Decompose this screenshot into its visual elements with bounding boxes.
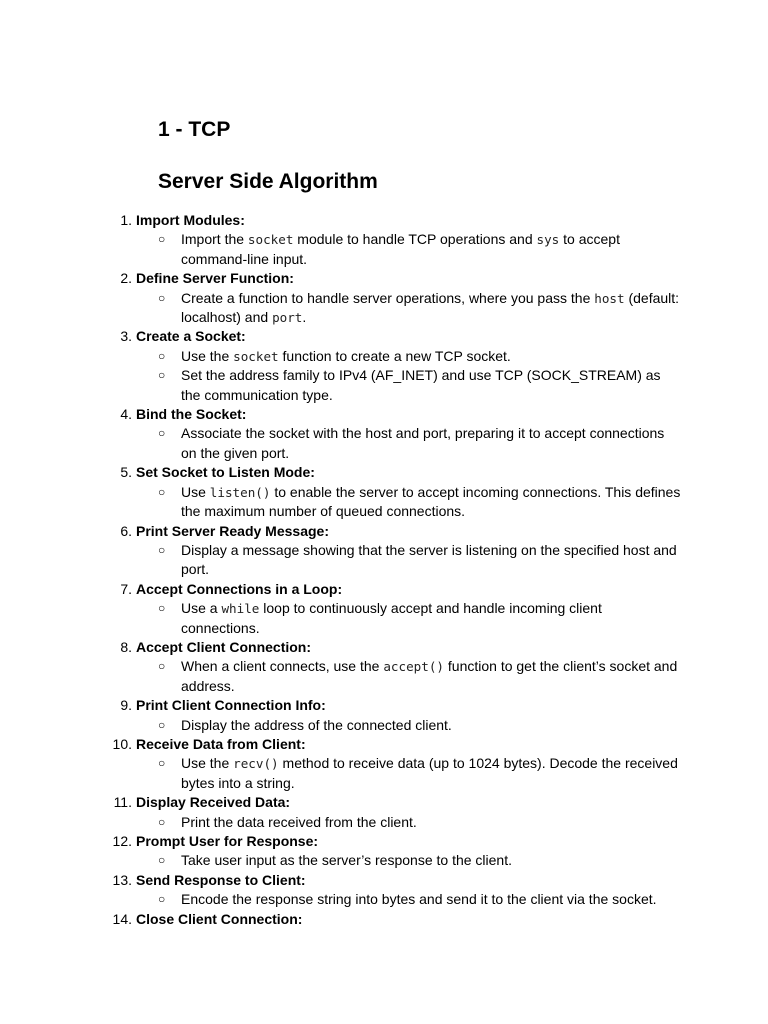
step-item	[0, 735, 768, 793]
detail-text: (default: localhost) and	[181, 289, 680, 326]
step-item	[0, 405, 768, 463]
step-item	[0, 211, 768, 269]
step-detail-list	[0, 483, 768, 522]
step-number: 6.	[120, 522, 132, 539]
step-item	[0, 463, 768, 521]
section-heading: 1 - TCP	[158, 118, 231, 141]
step-detail-list	[0, 754, 768, 793]
step-item	[0, 327, 768, 405]
step-detail-list	[0, 347, 768, 405]
detail-text: method to receive data (up to 1024 bytes). Decode the received bytes into a string.	[181, 755, 678, 791]
step-title: Print Server Ready Message:	[136, 522, 329, 539]
detail-text: to enable the server to accept incoming connections. This defines the maximum number of queued connections.	[181, 483, 681, 520]
step-title: Close Client Connection:	[136, 910, 303, 927]
step-title: Accept Client Connection:	[136, 638, 312, 655]
step-number: 2.	[120, 270, 132, 287]
step-title: Bind the Socket:	[136, 406, 247, 423]
hollow-circle-bullet-icon: ○	[158, 426, 166, 441]
detail-text: Use the	[181, 347, 234, 364]
step-title: Send Response to Client:	[136, 871, 306, 888]
step-detail-item	[158, 541, 681, 580]
algorithm-steps-list	[0, 211, 768, 929]
detail-text: Display the address of the connected client.	[181, 716, 452, 733]
step-title: Receive Data from Client:	[136, 735, 306, 752]
step-detail-list	[0, 890, 768, 909]
step-title: Define Server Function:	[136, 270, 294, 287]
hollow-circle-bullet-icon: ○	[158, 484, 166, 499]
step-item	[0, 793, 768, 832]
step-number: 12.	[112, 833, 132, 849]
step-number: 11.	[113, 794, 132, 811]
step-detail-item	[158, 230, 681, 269]
inline-code: recv()	[233, 756, 279, 772]
detail-text: function to get the client’s socket and address.	[181, 658, 678, 694]
step-detail-item	[158, 851, 681, 870]
step-detail-item	[158, 424, 681, 463]
hollow-circle-bullet-icon: ○	[158, 717, 166, 732]
step-number: 1.	[120, 212, 132, 228]
step-detail-list	[0, 541, 768, 580]
step-detail-list	[0, 289, 768, 328]
step-item	[0, 832, 768, 871]
step-detail-item	[158, 599, 681, 638]
inline-code: while	[221, 601, 260, 617]
inline-code: accept()	[383, 659, 445, 675]
hollow-circle-bullet-icon: ○	[158, 814, 166, 829]
hollow-circle-bullet-icon: ○	[158, 601, 166, 616]
step-detail-list	[0, 851, 768, 870]
step-item	[0, 871, 768, 910]
hollow-circle-bullet-icon: ○	[158, 542, 166, 557]
step-title: Accept Connections in a Loop:	[136, 580, 343, 597]
step-title: Import Modules:	[136, 212, 245, 228]
hollow-circle-bullet-icon: ○	[158, 232, 166, 247]
step-number: 4.	[120, 406, 132, 423]
hollow-circle-bullet-icon: ○	[158, 756, 166, 771]
hollow-circle-bullet-icon: ○	[158, 659, 166, 674]
step-detail-list	[0, 657, 768, 696]
inline-code: host	[594, 290, 625, 306]
inline-code: socket	[233, 348, 279, 364]
inline-code: listen()	[209, 484, 271, 500]
step-item	[0, 269, 768, 327]
step-title: Set Socket to Listen Mode:	[136, 464, 315, 481]
detail-text: Use the	[181, 755, 234, 772]
detail-text: to accept command-line input.	[181, 231, 620, 267]
detail-text: Display a message showing that the server is listening on the specified host and port.	[181, 541, 677, 578]
step-detail-list	[0, 716, 768, 735]
detail-text: Print the data received from the client.	[181, 813, 417, 830]
step-detail-list	[0, 813, 768, 832]
step-title: Print Client Connection Info:	[136, 697, 326, 714]
detail-text: Take user input as the server’s response to the client.	[181, 852, 512, 869]
detail-text: Associate the socket with the host and port, preparing it to accept connections on the given port.	[181, 425, 665, 461]
step-number: 10.	[112, 735, 132, 752]
step-item	[0, 522, 768, 580]
step-detail-list	[0, 599, 768, 638]
hollow-circle-bullet-icon: ○	[158, 368, 166, 383]
hollow-circle-bullet-icon: ○	[158, 348, 166, 363]
step-item	[0, 910, 768, 929]
step-number: 3.	[120, 328, 132, 345]
step-detail-item	[158, 754, 681, 793]
step-number: 14.	[112, 910, 132, 927]
step-detail-item	[158, 657, 681, 696]
detail-text: Encode the response string into bytes and send it to the client via the socket.	[181, 891, 657, 908]
step-detail-item	[158, 890, 681, 909]
hollow-circle-bullet-icon: ○	[158, 290, 166, 305]
step-number: 7.	[120, 580, 132, 597]
step-number: 9.	[120, 697, 132, 714]
step-item	[0, 638, 768, 696]
step-detail-list	[0, 230, 768, 269]
inline-code: port	[272, 310, 303, 326]
detail-text: Create a function to handle server operations, where you pass the	[181, 289, 595, 306]
detail-text: Set the address family to IPv4 (AF_INET) and use TCP (SOCK_STREAM) as the communication type.	[181, 367, 661, 403]
step-detail-item	[158, 483, 681, 522]
inline-code: sys	[536, 232, 560, 248]
detail-text: Use	[181, 483, 210, 500]
step-title: Create a Socket:	[136, 328, 246, 345]
inline-code: socket	[247, 232, 294, 248]
step-item	[0, 580, 768, 638]
detail-text: .	[302, 309, 307, 326]
step-detail-item	[158, 289, 681, 328]
detail-text: Import the	[181, 231, 248, 248]
step-title: Display Received Data:	[136, 794, 291, 811]
detail-text: function to create a new TCP socket.	[278, 347, 511, 364]
step-detail-item	[158, 813, 681, 832]
detail-text: When a client connects, use the	[181, 658, 384, 675]
detail-text: Use a	[181, 600, 222, 617]
hollow-circle-bullet-icon: ○	[158, 853, 166, 868]
step-number: 13.	[112, 871, 132, 888]
hollow-circle-bullet-icon: ○	[158, 892, 166, 907]
subsection-heading: Server Side Algorithm	[158, 170, 378, 193]
detail-text: loop to continuously accept and handle incoming client connections.	[181, 600, 602, 636]
step-detail-item	[158, 366, 681, 405]
step-title: Prompt User for Response:	[136, 833, 319, 849]
step-item	[0, 696, 768, 735]
step-detail-list	[0, 424, 768, 463]
detail-text: module to handle TCP operations and	[293, 231, 537, 248]
step-number: 8.	[120, 638, 132, 655]
step-number: 5.	[120, 464, 132, 481]
step-detail-item	[158, 716, 681, 735]
step-detail-item	[158, 347, 681, 366]
